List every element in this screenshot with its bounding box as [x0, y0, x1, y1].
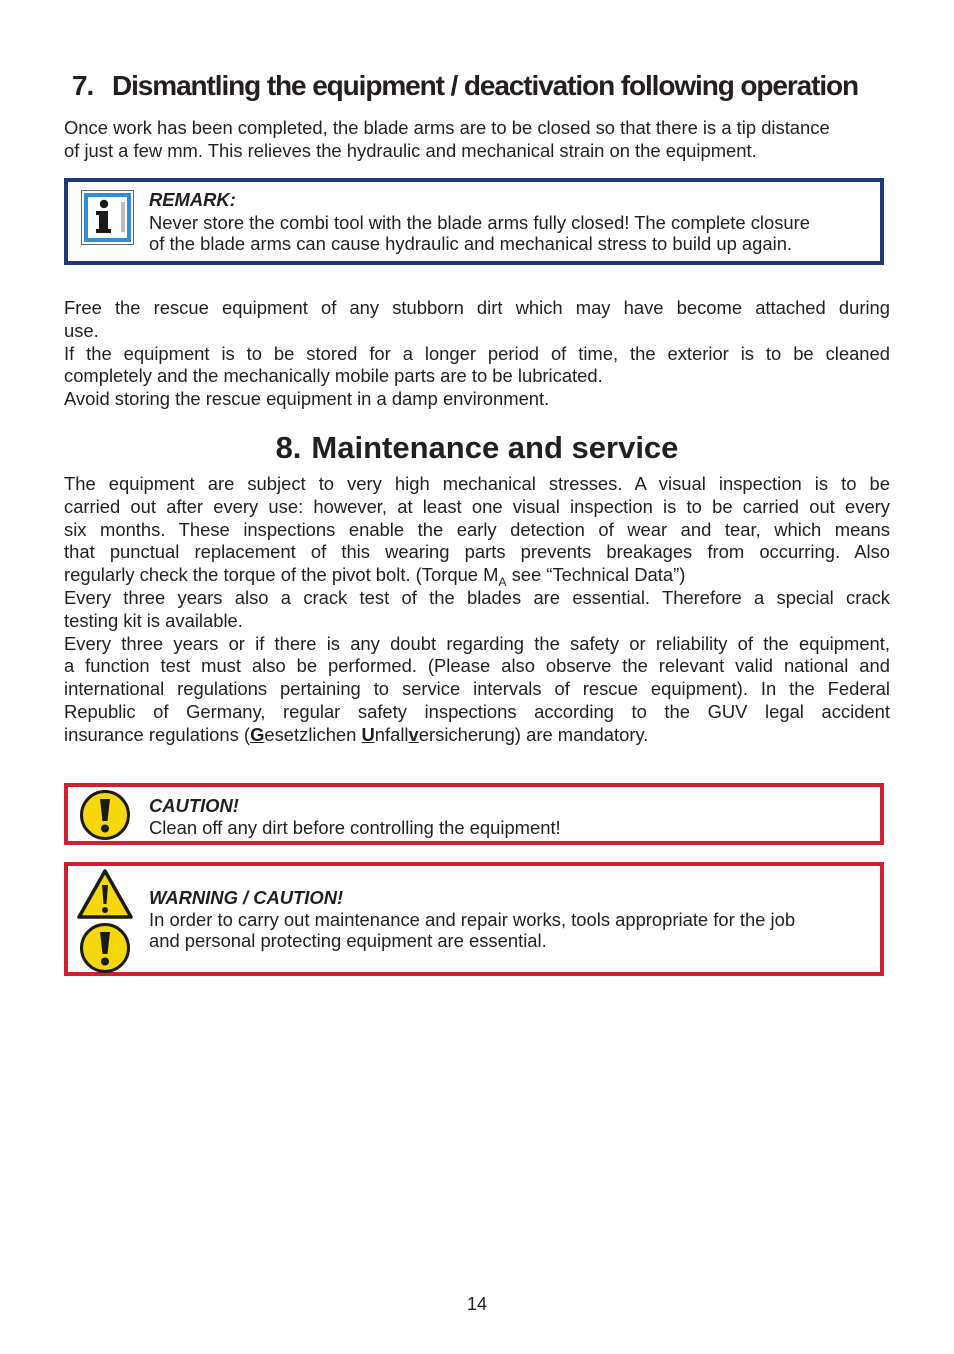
warning-triangle-icon: [76, 868, 134, 920]
guv-letter-v: v: [408, 723, 419, 745]
guv-text: esetzlichen: [264, 723, 362, 745]
page-number: 14: [466, 1294, 488, 1314]
info-icon: [81, 190, 134, 245]
warning-line: and personal protecting equipment are essential.: [149, 930, 547, 951]
p3-line: Every three years or if there is any doubt regarding the safety or reliability of the equipment,: [64, 632, 890, 654]
torque-subscript: A: [498, 575, 507, 590]
caution-text: [149, 817, 860, 838]
caution-line: Clean off any dirt before controlling the equipment!: [149, 817, 561, 838]
p3-line-guv: [64, 724, 890, 747]
body-line: Free the rescue equipment of any stubborn dirt which may have become attached during: [64, 297, 890, 318]
remark-text: [149, 212, 860, 254]
remark-title: REMARK:: [149, 189, 236, 210]
section-8-body: [64, 473, 890, 747]
body-line: completely and the mechanically mobile parts are to be lubricated.: [64, 365, 603, 387]
section-7-body: [64, 297, 890, 411]
p1-line: six months. These inspections enable the early detection of wear and tear, which means: [64, 518, 890, 540]
warning-title: WARNING / CAUTION!: [149, 887, 344, 908]
guv-text: ersicherung) are mandatory.: [418, 723, 649, 745]
section-7-title: Dismantling the equipment / deactivation following operation: [112, 70, 859, 101]
section-8-heading: [0, 430, 954, 466]
p2-line: testing kit is available.: [64, 609, 243, 631]
section-8-number: 8.: [275, 430, 302, 465]
p1-line: that punctual replacement of this wearing parts prevents breakages from occurring. Also: [64, 541, 890, 563]
p2-line: Every three years also a crack test of the blades are essential. Therefore a special crack: [64, 586, 890, 608]
remark-box: [64, 178, 884, 265]
warning-box: [64, 862, 884, 976]
section-8-title: Maintenance and service: [311, 430, 679, 465]
torque-text: regularly check the torque of the pivot bolt. (Torque M: [64, 564, 499, 586]
body-line: If the equipment is to be stored for a longer period of time, the exterior is to be cleaned: [64, 342, 890, 364]
p1-line: carried out after every use: however, at least one visual inspection is to be carried out every: [64, 495, 890, 517]
caution-title: CAUTION!: [149, 795, 239, 816]
p1-line-torque: [64, 564, 890, 590]
warning-line: In order to carry out maintenance and repair works, tools appropriate for the job: [149, 909, 796, 930]
body-line: use.: [64, 319, 99, 341]
body-line: Avoid storing the rescue equipment in a damp environment.: [64, 388, 550, 410]
exclamation-icon: [79, 789, 131, 841]
p3-line: a function test must also be performed. (Please also observe the relevant valid national and: [64, 655, 890, 677]
torque-text-after: see “Technical Data”): [506, 564, 686, 586]
section-7-number: 7.: [72, 70, 94, 101]
p3-line: international regulations pertaining to service intervals of rescue equipment). In the Federal: [64, 678, 890, 700]
remark-line: Never store the combi tool with the blade arms fully closed! The complete closure: [149, 212, 811, 233]
guv-letter-g: G: [250, 723, 265, 745]
p3-line: Republic of Germany, regular safety inspections according to the GUV legal accident: [64, 700, 890, 722]
exclamation-icon: [79, 922, 131, 974]
remark-line: of the blade arms can cause hydraulic and mechanical stress to build up again.: [149, 233, 793, 254]
p1-line: The equipment are subject to very high mechanical stresses. A visual inspection is to be: [64, 473, 890, 494]
guv-text: insurance regulations (: [64, 723, 251, 745]
warning-text: [149, 909, 860, 951]
section-7-heading: [72, 70, 912, 102]
section-7-intro: [64, 117, 890, 163]
guv-letter-u: U: [361, 723, 375, 745]
guv-text: nfall: [374, 723, 409, 745]
caution-box: [64, 783, 884, 845]
intro-line: of just a few mm. This relieves the hydraulic and mechanical strain on the equipment.: [64, 139, 757, 161]
intro-line: Once work has been completed, the blade arms are to be closed so that there is a tip distance: [64, 117, 830, 138]
